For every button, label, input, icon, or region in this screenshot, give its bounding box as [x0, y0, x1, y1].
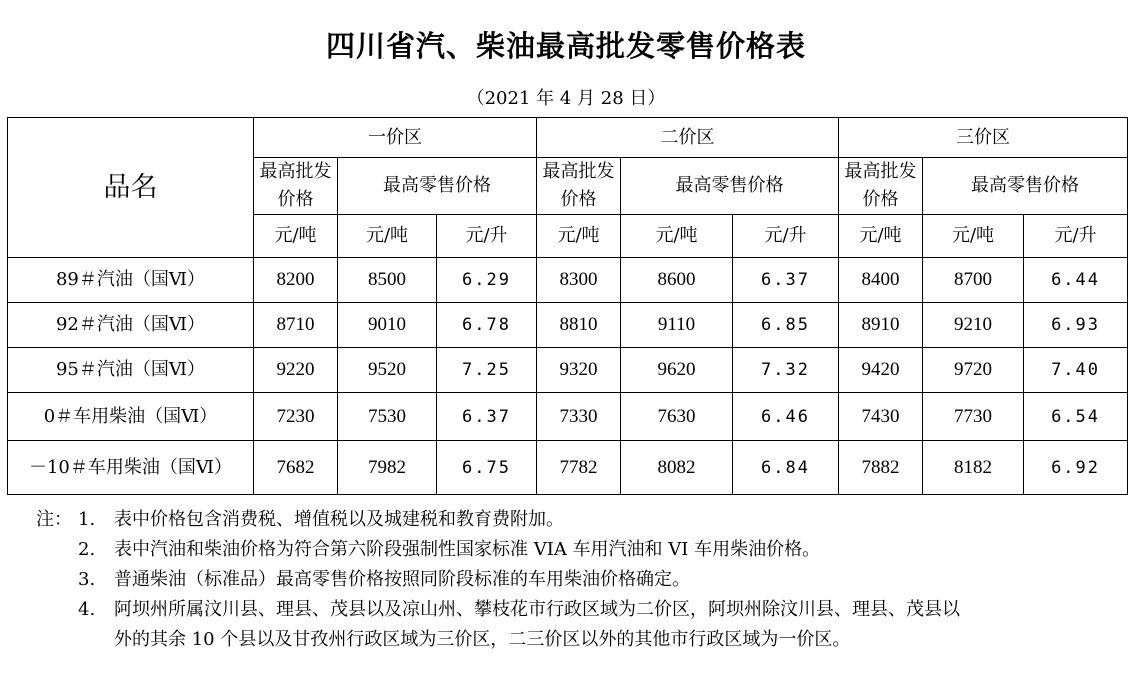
price-cell: 8182	[923, 441, 1024, 495]
price-cell: 8400	[839, 258, 923, 303]
table-row	[8, 303, 1128, 348]
wholesale-header-2: 最高批发价格	[537, 158, 621, 215]
price-cell: 6.29	[437, 258, 537, 303]
table-row	[8, 258, 1128, 303]
price-cell: 6.37	[733, 258, 839, 303]
price-cell: 7982	[338, 441, 437, 495]
notes-prefix: 注：	[36, 509, 72, 530]
product-name-cell: 95＃汽油（国Ⅵ）	[8, 348, 254, 393]
price-cell: 8710	[254, 303, 338, 348]
unit-cell: 元/吨	[338, 215, 437, 258]
price-cell: 9720	[923, 348, 1024, 393]
document-title: 四川省汽、柴油最高批发零售价格表	[325, 29, 806, 63]
table-row	[8, 393, 1128, 441]
price-cell: 6.75	[437, 441, 537, 495]
note-text: 表中价格包含消费税、增值税以及城建税和教育费附加。	[114, 509, 564, 530]
price-cell: 6.85	[733, 303, 839, 348]
retail-header-3: 最高零售价格	[923, 158, 1128, 215]
note-item-4	[36, 595, 1128, 625]
zone-header-row	[8, 118, 1128, 158]
unit-cell: 元/吨	[254, 215, 338, 258]
zone-header-1: 一价区	[254, 118, 537, 158]
price-cell: 9420	[839, 348, 923, 393]
price-cell: 7230	[254, 393, 338, 441]
unit-cell: 元/吨	[621, 215, 733, 258]
price-cell: 7882	[839, 441, 923, 495]
product-name-cell: 0＃车用柴油（国Ⅵ）	[8, 393, 254, 441]
price-cell: 6.93	[1024, 303, 1128, 348]
price-cell: 7.40	[1024, 348, 1128, 393]
price-cell: 8200	[254, 258, 338, 303]
price-cell: 7.32	[733, 348, 839, 393]
unit-cell: 元/吨	[839, 215, 923, 258]
price-cell: 6.92	[1024, 441, 1128, 495]
price-cell: 7.25	[437, 348, 537, 393]
price-cell: 9520	[338, 348, 437, 393]
table-row	[8, 348, 1128, 393]
note-number: 1.	[78, 509, 96, 530]
price-cell: 7682	[254, 441, 338, 495]
note-item-2	[36, 535, 1128, 565]
price-cell: 9010	[338, 303, 437, 348]
unit-cell: 元/吨	[923, 215, 1024, 258]
price-cell: 7782	[537, 441, 621, 495]
unit-cell: 元/升	[1024, 215, 1128, 258]
zone-header-2: 二价区	[537, 118, 839, 158]
retail-header-2: 最高零售价格	[621, 158, 839, 215]
price-cell: 6.78	[437, 303, 537, 348]
price-cell: 8700	[923, 258, 1024, 303]
table-row	[8, 441, 1128, 495]
price-cell: 9320	[537, 348, 621, 393]
price-cell: 7730	[923, 393, 1024, 441]
price-cell: 7530	[338, 393, 437, 441]
product-name-cell: 92＃汽油（国Ⅵ）	[8, 303, 254, 348]
note-text: 表中汽油和柴油价格为符合第六阶段强制性国家标准 VIA 车用汽油和 VI 车用柴油价格。	[114, 539, 821, 560]
price-cell: 8810	[537, 303, 621, 348]
price-cell: 8082	[621, 441, 733, 495]
note-text: 阿坝州所属汶川县、理县、茂县以及凉山州、攀枝花市行政区域为二价区，阿坝州除汶川县、理县、茂县以	[114, 599, 960, 620]
price-cell: 7430	[839, 393, 923, 441]
retail-header-1: 最高零售价格	[338, 158, 537, 215]
price-cell: 6.84	[733, 441, 839, 495]
price-cell: 9210	[923, 303, 1024, 348]
price-cell: 9620	[621, 348, 733, 393]
product-name-header: 品名	[8, 118, 254, 258]
zone-header-3: 三价区	[839, 118, 1128, 158]
wholesale-header-1: 最高批发价格	[254, 158, 338, 215]
price-cell: 6.54	[1024, 393, 1128, 441]
notes-section	[36, 505, 1128, 655]
price-cell: 8910	[839, 303, 923, 348]
note-item-3	[36, 565, 1128, 595]
note-item-1	[36, 505, 1128, 535]
price-cell: 8500	[338, 258, 437, 303]
price-cell: 9110	[621, 303, 733, 348]
price-cell: 6.44	[1024, 258, 1128, 303]
note-item-4-continuation	[36, 625, 1128, 655]
wholesale-header-3: 最高批发价格	[839, 158, 923, 215]
unit-cell: 元/升	[437, 215, 537, 258]
price-cell: 8300	[537, 258, 621, 303]
note-number: 2.	[78, 539, 96, 560]
price-cell: 9220	[254, 348, 338, 393]
unit-cell: 元/吨	[537, 215, 621, 258]
price-cell: 7330	[537, 393, 621, 441]
product-name-cell: 89＃汽油（国Ⅵ）	[8, 258, 254, 303]
price-cell: 8600	[621, 258, 733, 303]
price-cell: 7630	[621, 393, 733, 441]
product-name-cell: －10＃车用柴油（国Ⅵ）	[8, 441, 254, 495]
note-number: 4.	[78, 599, 96, 620]
note-text: 普通柴油（标准品）最高零售价格按照同阶段标准的车用柴油价格确定。	[114, 569, 690, 590]
price-cell: 6.46	[733, 393, 839, 441]
unit-cell: 元/升	[733, 215, 839, 258]
note-number: 3.	[78, 569, 96, 590]
document-date: （2021 年 4 月 28 日）	[466, 88, 666, 109]
price-cell: 6.37	[437, 393, 537, 441]
price-table	[7, 117, 1128, 495]
note-text: 外的其余 10 个县以及甘孜州行政区域为三价区，二三价区以外的其他市行政区域为一价区。	[114, 629, 851, 650]
